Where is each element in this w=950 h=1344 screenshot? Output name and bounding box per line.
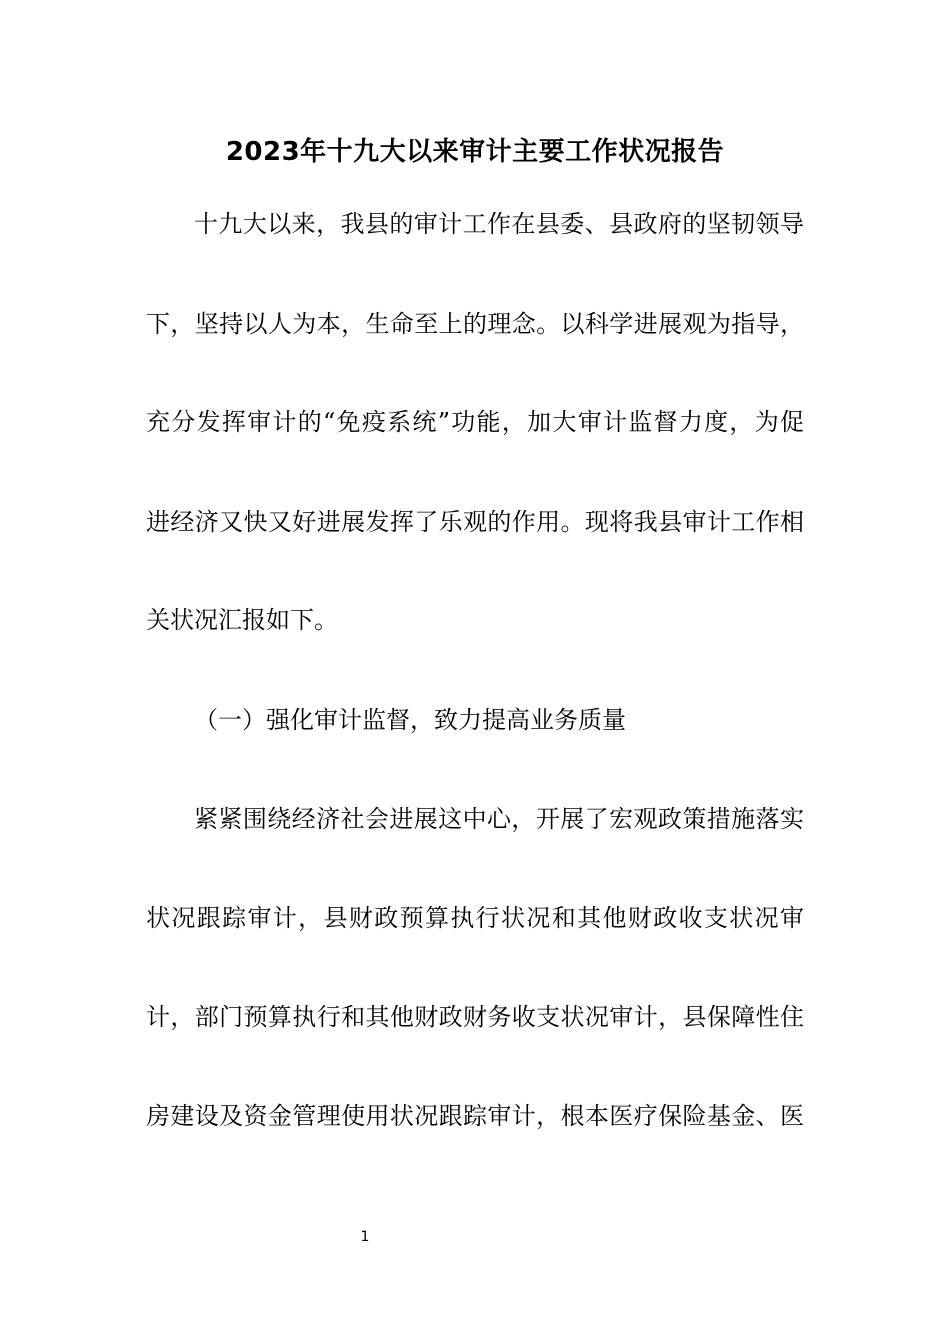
paragraph1-line3: 充分发挥审计的“免疫系统”功能，加大审计监督力度，为促 [146, 408, 804, 436]
paragraph1-line1: 十九大以来，我县的审计工作在县委、县政府的坚韧领导 [194, 210, 804, 238]
document-title: 2023年十九大以来审计主要工作状况报告 [225, 137, 725, 167]
paragraph2-line4: 房建设及资金管理使用状况跟踪审计，根本医疗保险基金、医 [146, 1102, 804, 1130]
section-heading: （一）强化审计监督，致力提高业务质量 [194, 706, 626, 734]
paragraph1-line4: 进经济又快又好进展发挥了乐观的作用。现将我县审计工作相 [146, 508, 804, 536]
paragraph2-line2: 状况跟踪审计，县财政预算执行状况和其他财政收支状况审 [146, 904, 804, 932]
page-number: 1 [360, 1229, 370, 1245]
paragraph2-line3: 计，部门预算执行和其他财政财务收支状况审计，县保障性住 [146, 1003, 804, 1031]
paragraph1-line5: 关状况汇报如下。 [146, 606, 338, 634]
paragraph1-line2: 下，坚持以人为本，生命至上的理念。以科学进展观为指导， [146, 310, 804, 338]
paragraph2-line1: 紧紧围绕经济社会进展这中心，开展了宏观政策措施落实 [194, 805, 804, 833]
